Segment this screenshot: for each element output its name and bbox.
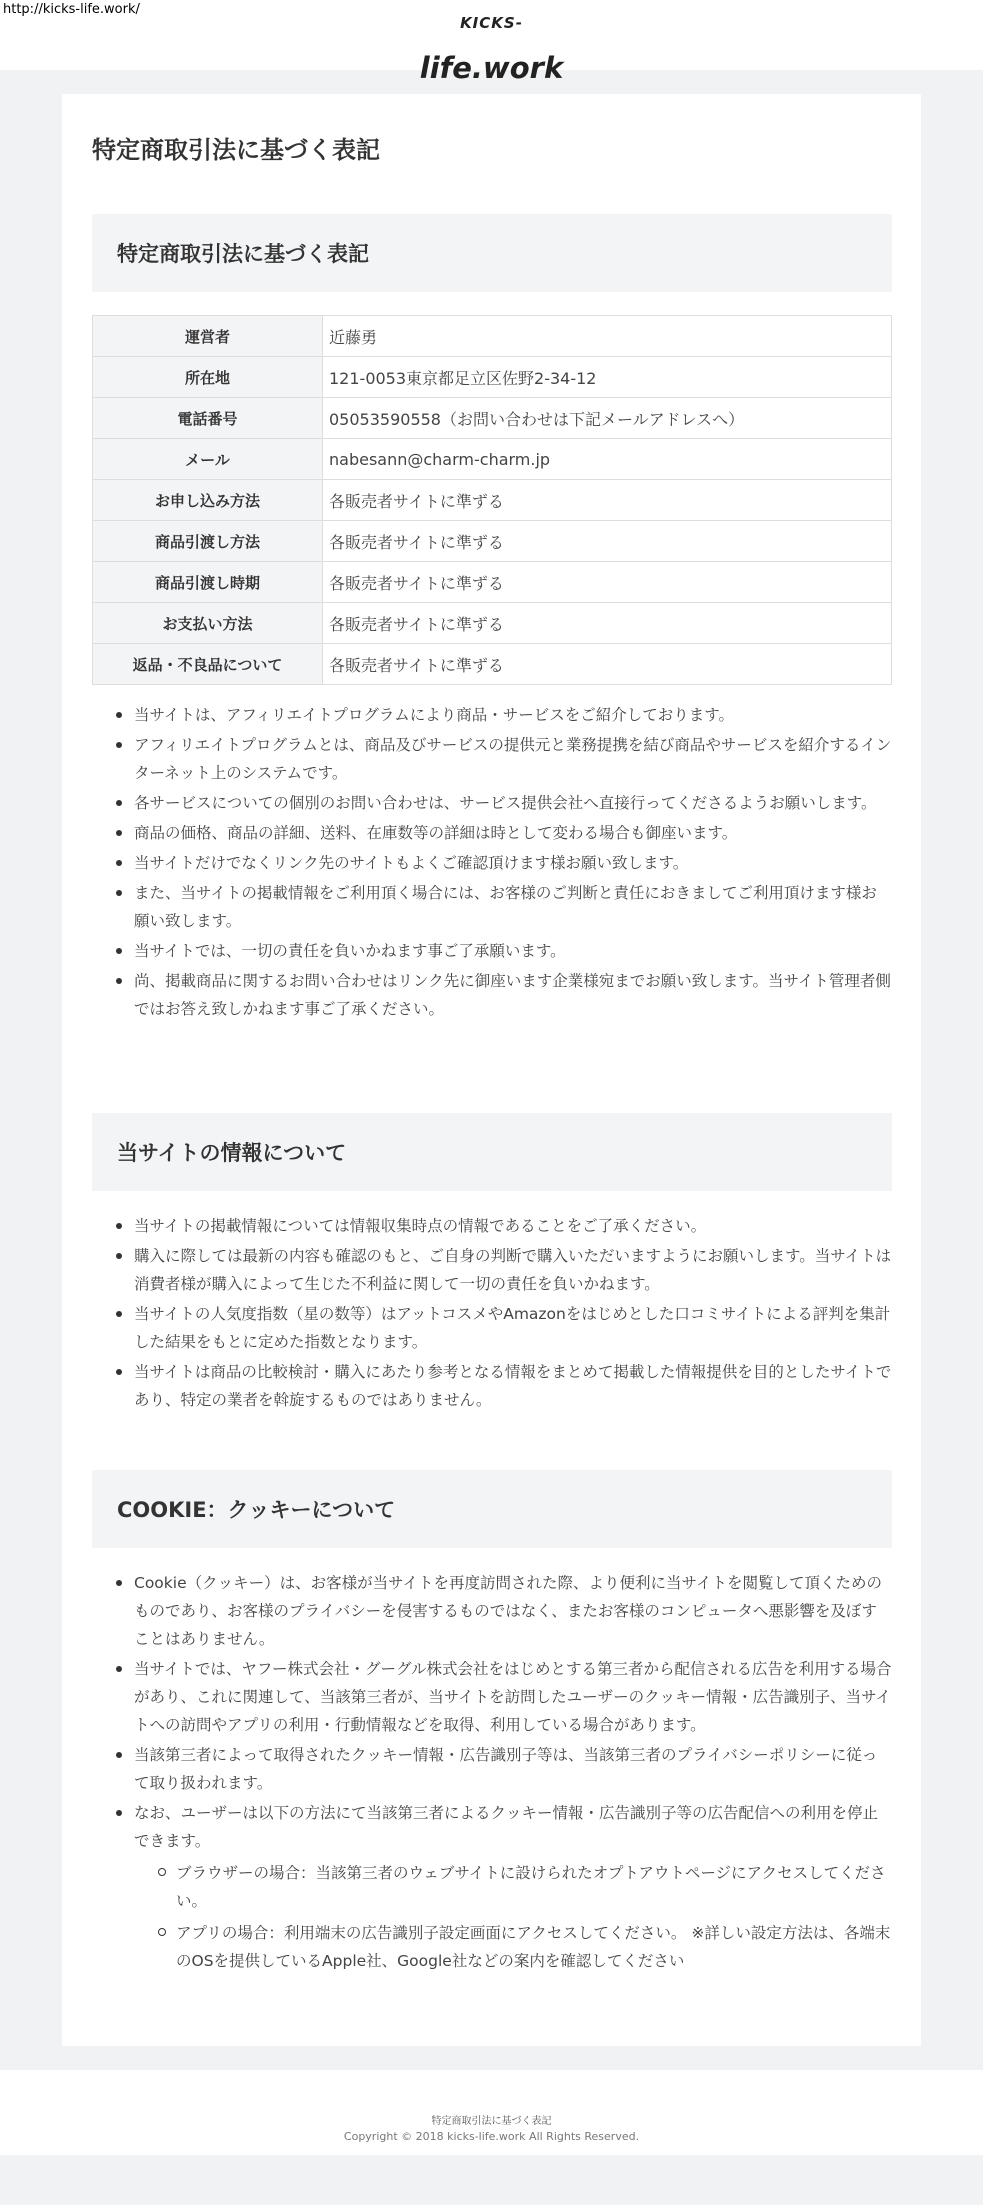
info-label: お申し込み方法 bbox=[93, 480, 323, 521]
info-value: 05053590558（お問い合わせは下記メールアドレスへ） bbox=[323, 398, 892, 439]
info-value: 各販売者サイトに準ずる bbox=[323, 521, 892, 562]
footer-copyright: Copyright © 2018 kicks-life.work All Rights Reserved. bbox=[343, 2130, 640, 2143]
info-label: 商品引渡し時期 bbox=[93, 562, 323, 603]
footer-link-tokusho[interactable]: 特定商取引法に基づく表記 bbox=[431, 2116, 552, 2127]
company-info-table bbox=[92, 315, 892, 685]
list-item-text: なお、ユーザーは以下の方法にて当該第三者によるクッキー情報・広告識別子等の広告配信への利用を停止できます。 bbox=[134, 1804, 879, 1850]
list-item: アフィリエイトプログラムとは、商品及びサービスの提供元と業務提携を結び商品やサービスを紹介するインターネット上のシステムです。 bbox=[92, 731, 892, 787]
site-info-list bbox=[92, 1212, 892, 1416]
main-content bbox=[62, 94, 921, 2046]
list-item: 当サイトの掲載情報については情報収集時点の情報であることをご了承ください。 bbox=[92, 1212, 892, 1240]
info-value: 近藤勇 bbox=[323, 316, 892, 357]
list-item: 当サイトの人気度指数（星の数等）はアットコスメやAmazonをはじめとした口コミサイトによる評判を集計した結果をもとに定めた指数となります。 bbox=[92, 1300, 892, 1356]
logo-line-2: life.work bbox=[419, 51, 564, 85]
info-row bbox=[93, 357, 892, 398]
info-row bbox=[93, 316, 892, 357]
cookie-list bbox=[92, 1569, 892, 1979]
info-value: 各販売者サイトに準ずる bbox=[323, 562, 892, 603]
logo-line-1: KICKS- bbox=[460, 14, 523, 32]
page-title: 特定商取引法に基づく表記 bbox=[92, 136, 380, 164]
list-item: 尚、掲載商品に関するお問い合わせはリンク先に御座います企業様宛までお願い致します。当サイト管理者側ではお答え致しかねます事ご了承ください。 bbox=[92, 967, 892, 1023]
list-item: 当サイトでは、一切の責任を負いかねます事ご了承願います。 bbox=[92, 937, 892, 965]
info-row bbox=[93, 603, 892, 644]
list-item: Cookie（クッキー）は、お客様が当サイトを再度訪問された際、より便利に当サイトを閲覧して頂くためのものであり、お客様のプライバシーを侵害するものではなく、またお客様のコンピュータへ悪影響を及ぼすことはありません。 bbox=[92, 1569, 892, 1653]
info-row bbox=[93, 480, 892, 521]
list-item bbox=[92, 1799, 892, 1975]
info-value: 各販売者サイトに準ずる bbox=[323, 644, 892, 685]
info-row bbox=[93, 398, 892, 439]
info-label: 商品引渡し方法 bbox=[93, 521, 323, 562]
info-row bbox=[93, 644, 892, 685]
section-heading-tokusho: 特定商取引法に基づく表記 bbox=[92, 214, 892, 292]
info-label: 電話番号 bbox=[93, 398, 323, 439]
info-value: 121-0053東京都足立区佐野2-34-12 bbox=[323, 357, 892, 398]
info-row bbox=[93, 439, 892, 480]
list-item: 当サイトは、アフィリエイトプログラムにより商品・サービスをご紹介しております。 bbox=[92, 701, 892, 729]
section-heading-cookie: COOKIE：クッキーについて bbox=[92, 1470, 892, 1548]
section-heading-site-info: 当サイトの情報について bbox=[92, 1113, 892, 1191]
info-row bbox=[93, 521, 892, 562]
sub-list-item: アプリの場合：利用端末の広告識別子設定画面にアクセスしてください。 ※詳しい設定方法は、各端末のOSを提供しているApple社、Google社などの案内を確認してください bbox=[134, 1919, 892, 1975]
disclaimer-list bbox=[92, 701, 892, 1025]
list-item: また、当サイトの掲載情報をご利用頂く場合には、お客様のご判断と責任におきましてご利用頂けます様お願い致します。 bbox=[92, 879, 892, 935]
info-label: お支払い方法 bbox=[93, 603, 323, 644]
info-value: 各販売者サイトに準ずる bbox=[323, 603, 892, 644]
info-label: メール bbox=[93, 439, 323, 480]
list-item: 各サービスについての個別のお問い合わせは、サービス提供会社へ直接行ってくださるようお願いします。 bbox=[92, 789, 892, 817]
info-label: 所在地 bbox=[93, 357, 323, 398]
site-footer bbox=[0, 2070, 983, 2155]
list-item: 当サイトでは、ヤフー株式会社・グーグル株式会社をはじめとする第三者から配信される広告を利用する場合があり、これに関連して、当該第三者が、当サイトを訪問したユーザーのクッキー情報・広告識別子、当サイトへの訪問やアプリの利用・行動情報などを取得、利用している場合があります。 bbox=[92, 1655, 892, 1739]
list-item: 商品の価格、商品の詳細、送料、在庫数等の詳細は時として変わる場合も御座います。 bbox=[92, 819, 892, 847]
info-value: nabesann@charm-charm.jp bbox=[323, 439, 892, 480]
list-item: 当サイトだけでなくリンク先のサイトもよくご確認頂けます様お願い致します。 bbox=[92, 849, 892, 877]
browser-url: http://kicks-life.work/ bbox=[3, 2, 140, 17]
list-item: 当サイトは商品の比較検討・購入にあたり参考となる情報をまとめて掲載した情報提供を目的としたサイトであり、特定の業者を斡旋するものではありません。 bbox=[92, 1358, 892, 1414]
info-label: 運営者 bbox=[93, 316, 323, 357]
sub-list-item: ブラウザーの場合：当該第三者のウェブサイトに設けられたオプトアウトページにアクセスしてください。 bbox=[134, 1859, 892, 1915]
info-value: 各販売者サイトに準ずる bbox=[323, 480, 892, 521]
list-item: 当該第三者によって取得されたクッキー情報・広告識別子等は、当該第三者のプライバシーポリシーに従って取り扱われます。 bbox=[92, 1741, 892, 1797]
site-logo[interactable] bbox=[0, 14, 983, 86]
info-row bbox=[93, 562, 892, 603]
info-label: 返品・不良品について bbox=[93, 644, 323, 685]
site-header bbox=[0, 0, 983, 85]
opt-out-list bbox=[134, 1859, 892, 1975]
list-item: 購入に際しては最新の内容も確認のもと、ご自身の判断で購入いただいますようにお願いします。当サイトは消費者様が購入によって生じた不利益に関して一切の責任を負いかねます。 bbox=[92, 1242, 892, 1298]
